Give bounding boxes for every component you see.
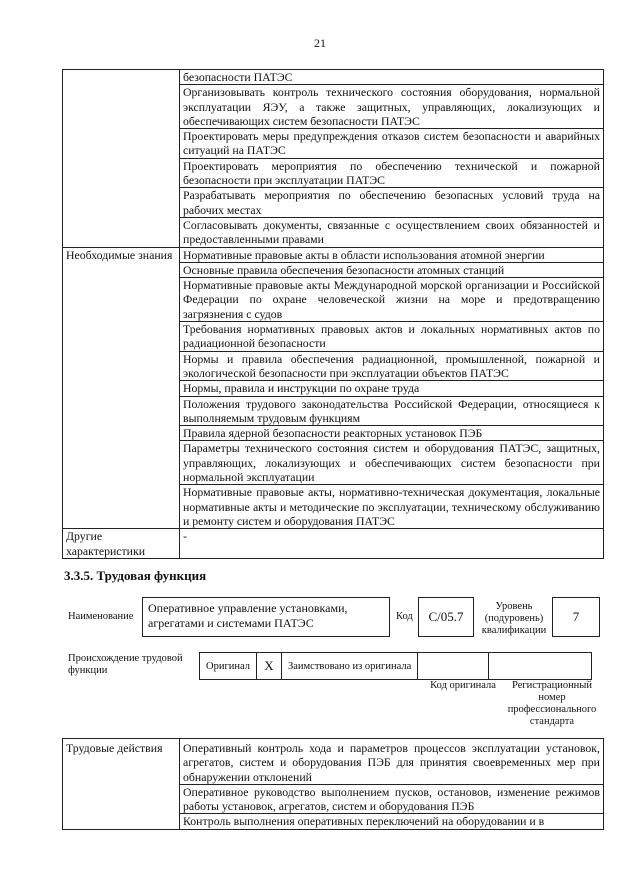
origin-borrowed: Заимствовано из оригинала — [282, 653, 418, 680]
table-row: Правила ядерной безопасности реакторных установок ПЭБ — [180, 426, 604, 441]
table-row: Нормативные правовые акты, нормативно-техническая документация, локальные нормативные акты и методические по эксплуатации, техническому обслуживанию и ремонту систем и оборудования ПАТЭС — [180, 485, 604, 529]
table-row: Контроль выполнения оперативных переключений на оборудовании и в — [180, 814, 604, 829]
origin-mark: X — [257, 653, 282, 680]
table-row: Оперативный контроль хода и параметров процессов эксплуатации установок, агрегатов, систем и оборудования ПЭБ для принятия своевременных мер при обнаружении отклонений — [180, 739, 604, 785]
actions-label: Трудовые действия — [63, 739, 180, 830]
skills-knowledge-table — [62, 69, 604, 559]
origin-original: Оригинал — [200, 653, 257, 680]
table-row: Проектировать мероприятия по обеспечению технической и пожарной безопасности при эксплуатации ПАТЭС — [180, 158, 604, 188]
reg-number-label: Регистрационный номер профессионального стандарта — [507, 680, 597, 727]
level-label: Уровень (подуровень) квалификации — [481, 601, 547, 636]
code-label: Код — [396, 611, 413, 622]
table-row: Нормы и правила обеспечения радиационной, промышленной, пожарной и экологической безопасности при эксплуатации объектов ПАТЭС — [180, 351, 604, 381]
table-row: Нормативные правовые акты в области использования атомной энергии — [180, 247, 604, 262]
table-row: Основные правила обеспечения безопасности атомных станций — [180, 262, 604, 277]
section-heading: 3.3.5. Трудовая функция — [64, 568, 207, 583]
table-row: Согласовывать документы, связанные с осуществлением своих обязанностей и предоставленными правами — [180, 217, 604, 247]
code-original-label: Код оригинала — [430, 680, 496, 691]
table-row: Параметры технического состояния систем и оборудования ПАТЭС, защитных, управляющих, локализующих и обеспечивающих систем безопасности при нормальной эксплуатации — [180, 441, 604, 485]
origin-table — [199, 652, 592, 680]
other-value: - — [180, 529, 604, 559]
table-row: Положения трудового законодательства Российской Федерации, относящиеся к выполняемым трудовым функциям — [180, 396, 604, 426]
table-row: Проектировать меры предупреждения отказов систем безопасности и аварийных ситуаций на ПАТЭС — [180, 129, 604, 159]
table-row: Нормативные правовые акты Международной морской организации и Российской Федерации по охране человеческой жизни на море и предотвращению загрязнения с судов — [180, 278, 604, 322]
table-label-cell — [63, 70, 180, 248]
labor-actions-table — [62, 738, 604, 830]
name-label: Наименование — [68, 611, 134, 622]
table-row: Разрабатывать мероприятия по обеспечению безопасных условий труда на рабочих местах — [180, 188, 604, 218]
knowledge-label: Необходимые знания — [63, 247, 180, 529]
table-row: Нормы, правила и инструкции по охране труда — [180, 381, 604, 396]
origin-label: Происхождение трудовой функции — [68, 653, 183, 676]
function-name-value: Оперативное управление установками, агрегатами и системами ПАТЭС — [142, 597, 390, 637]
table-row: безопасности ПАТЭС — [180, 70, 604, 85]
function-code-value: C/05.7 — [418, 597, 474, 637]
page-number: 21 — [314, 36, 326, 50]
table-row: Организовывать контроль технического состояния оборудования, нормальной эксплуатации ЯЭУ, а также защитных, управляющих, локализующих и обеспечивающих систем безопасности ПАТЭС — [180, 85, 604, 129]
table-row: Требования нормативных правовых актов и локальных нормативных актов по радиационной безопасности — [180, 322, 604, 352]
reg-number-cell — [489, 653, 592, 680]
code-original-cell — [418, 653, 489, 680]
table-row: Оперативное руководство выполнением пусков, остановов, изменение режимов работы установок, агрегатов, систем и оборудования ПЭБ — [180, 784, 604, 814]
level-value: 7 — [552, 597, 600, 637]
other-label: Другие характеристики — [63, 529, 180, 559]
